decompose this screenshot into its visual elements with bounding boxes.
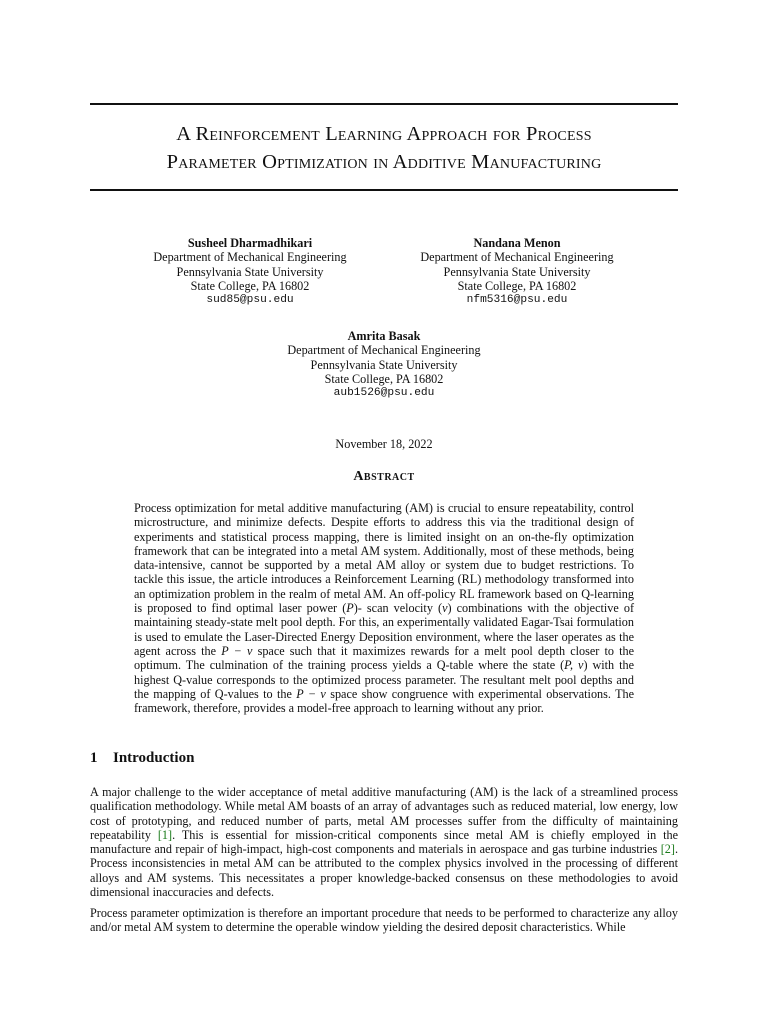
author-block-2 <box>397 236 637 307</box>
abstract-segment: )- scan velocity ( <box>353 601 443 616</box>
section-number: 1 <box>90 750 98 766</box>
author-block-1 <box>130 236 370 307</box>
author-email[interactable]: sud85@psu.edu <box>206 294 294 307</box>
title-line-1: A Reinforcement Learning Approach for Process <box>176 123 592 145</box>
author-university: Pennsylvania State University <box>443 264 591 279</box>
author-university: Pennsylvania State University <box>176 264 324 279</box>
author-name: Nandana Menon <box>473 236 561 250</box>
author-name: Susheel Dharmadhikari <box>187 236 313 250</box>
paragraph-segment: . Process inconsistencies in metal AM can be attributed to the complex physics involved in the processing of different alloys and AM systems. This necessitates a proper knowledge-backed consensus on these methodologies to avoid dimensional inaccuracies and defects. <box>90 842 678 900</box>
author-university: Pennsylvania State University <box>310 357 458 372</box>
title-top-rule <box>90 103 678 105</box>
author-email[interactable]: aub1526@psu.edu <box>333 387 435 400</box>
math-velocity: v <box>442 601 448 616</box>
author-city: State College, PA 16802 <box>457 278 577 293</box>
section-heading-introduction <box>90 750 194 767</box>
intro-paragraph-1 <box>90 785 678 899</box>
math-pv-space: P − v <box>221 643 253 658</box>
author-department: Department of Mechanical Engineering <box>153 250 347 265</box>
abstract-text <box>134 501 634 715</box>
abstract-segment: ) with the highest Q-value corresponds to the optimized process parameter. The resultant melt pool depths and the mapping of Q-values to the <box>134 658 634 701</box>
author-department: Department of Mechanical Engineering <box>287 343 481 358</box>
citation-link[interactable]: [2] <box>660 842 675 857</box>
author-block-3 <box>264 329 504 400</box>
publication-date: November 18, 2022 <box>335 437 433 451</box>
abstract-segment: ) combinations with the objective of maintaining steady-state melt pool depth. For this, an experimentally validated Eagar-Tsai formulation is used to emulate the Laser-Directed Energy Deposition environment, where the laser operates as the agent across the <box>134 601 634 658</box>
intro-paragraph-2: Process parameter optimization is therefore an important procedure that needs to be performed to characterize any alloy and/or metal AM system to determine the operable window yielding the desired deposit characteristics. While <box>90 906 678 935</box>
abstract-heading: Abstract <box>353 469 415 484</box>
paper-title <box>90 120 678 176</box>
author-city: State College, PA 16802 <box>324 371 444 386</box>
abstract-segment: space show congruence with experimental observations. The framework, therefore, provides a model-free approach to learning without any prior. <box>134 686 635 716</box>
paragraph-segment: A major challenge to the wider acceptance of metal additive manufacturing (AM) is the lack of a streamlined process qualification methodology. While metal AM boasts of an array of advantages such as reduced material, low energy, low cost of prototyping, and reduced number of parts, metal AM processes suffer from the difficulty of maintaining repeatability <box>90 785 678 842</box>
abstract-segment: Process optimization for metal additive manufacturing (AM) is crucial to ensure repeatability, control microstructure, and minimize defects. Despite efforts to address this via the traditional design of experiments and statistical process mapping, there is limited insight on an on-the-fly optimization framework that can be integrated into a metal AM system. Additionally, most of these methods, being data-intensive, cannot be supported by a metal AM alloy or system due to budget restrictions. To tackle this issue, the article introduces a Reinforcement Learning (RL) methodology transformed into an optimization problem in the realm of metal AM. An off-policy RL framework based on Q-learning is proposed to find optimal laser power ( <box>134 501 634 616</box>
author-city: State College, PA 16802 <box>190 278 310 293</box>
title-line-2: Parameter Optimization in Additive Manufacturing <box>166 151 602 173</box>
math-power: P <box>346 601 354 616</box>
author-email[interactable]: nfm5316@psu.edu <box>466 294 568 307</box>
citation-link[interactable]: [1] <box>157 827 173 842</box>
math-pv-space: P − v <box>296 686 326 701</box>
author-name: Amrita Basak <box>347 329 421 343</box>
section-title: Introduction <box>113 750 195 766</box>
paragraph-segment: . This is essential for mission-critical components since metal AM is chiefly employed in the manufacture and repair of high-impact, high-cost components and materials in aerospace and gas turbine industries <box>90 827 678 857</box>
title-bottom-rule <box>90 189 678 191</box>
math-state: P, v <box>564 658 584 673</box>
author-department: Department of Mechanical Engineering <box>420 250 614 265</box>
abstract-segment: space such that it maximizes rewards for a melt pool depth closer to the optimum. The culmination of the training process yields a Q-table where the state ( <box>134 643 634 673</box>
